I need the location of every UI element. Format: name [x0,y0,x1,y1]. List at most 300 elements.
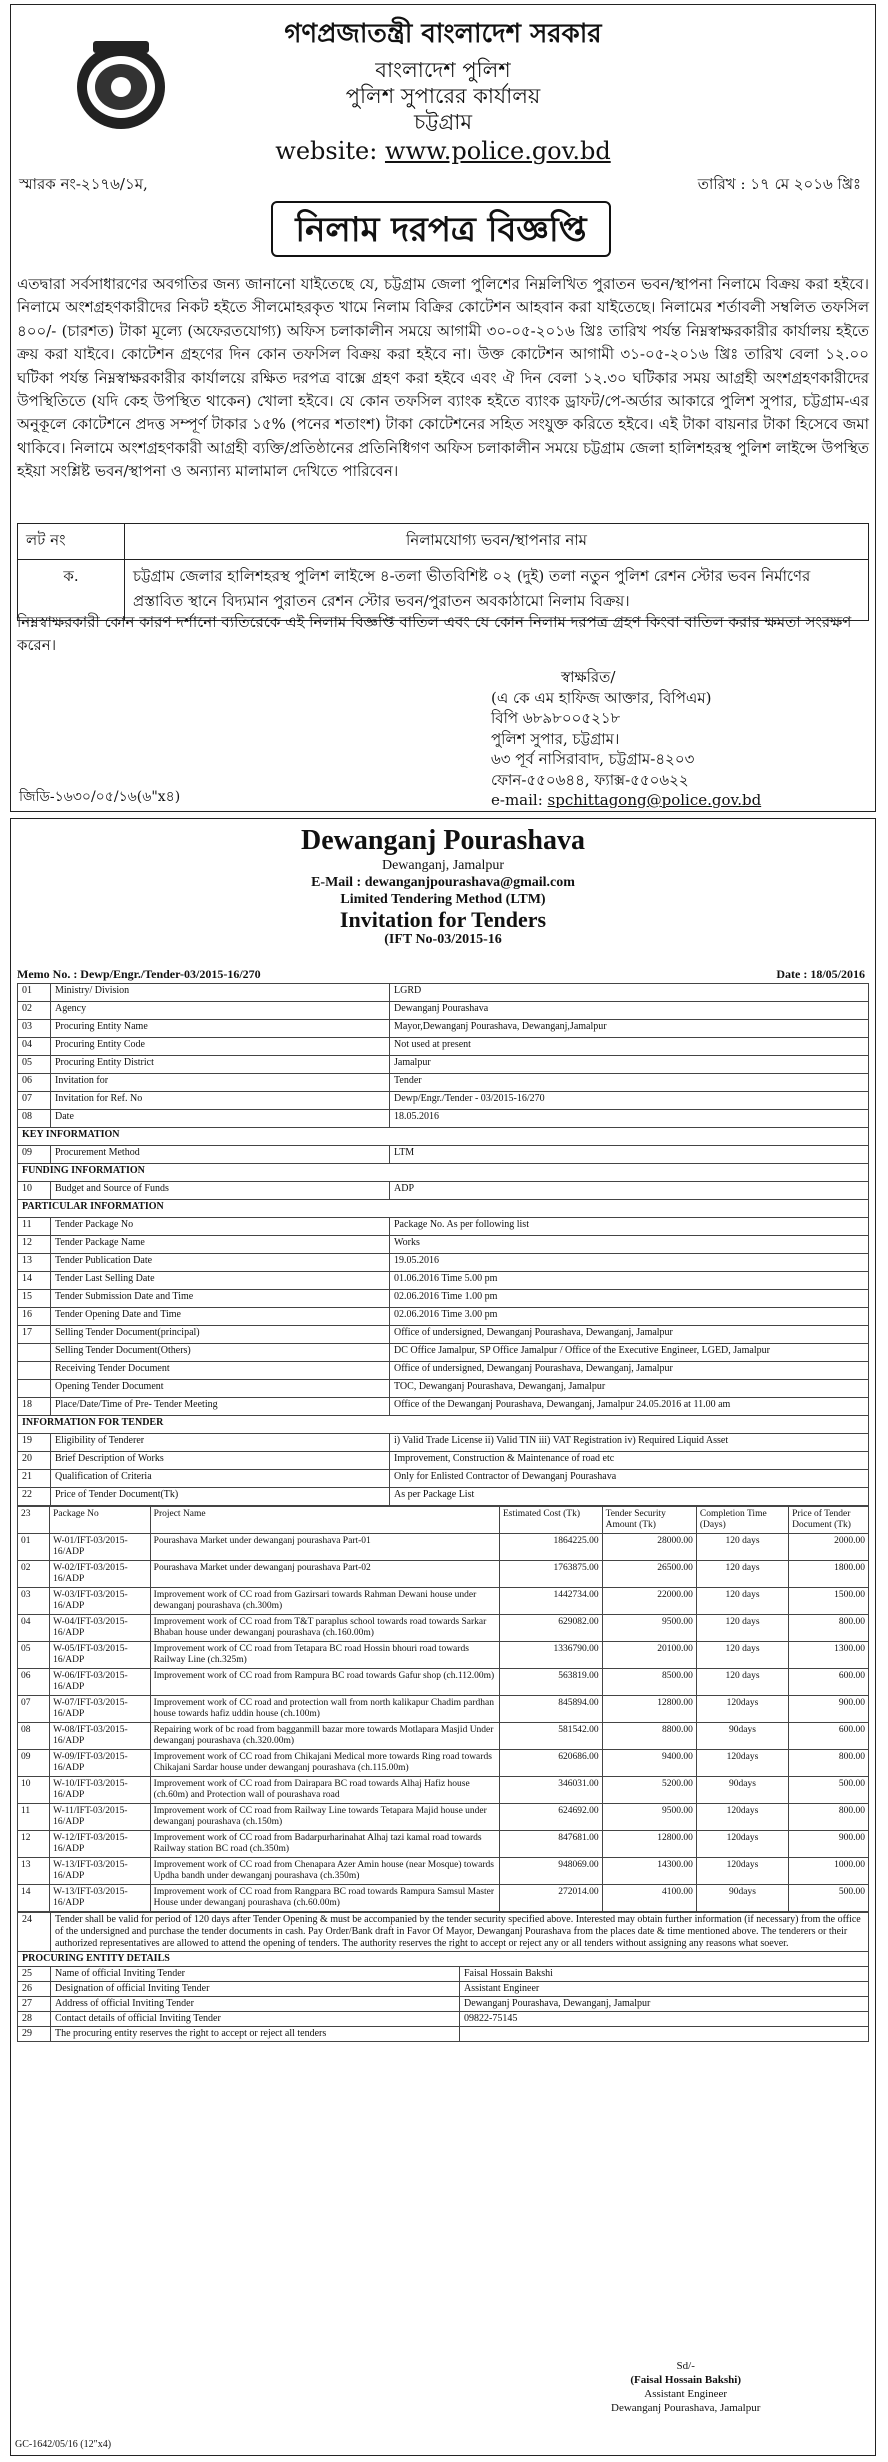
row-number: 29 [18,2027,51,2042]
document-price: 500.00 [789,1777,869,1804]
row-value: Office of undersigned, Dewanganj Pourashava, Dewanganj, Jamalpur [390,1326,869,1344]
row-number [18,1344,51,1362]
row-label: Name of official Inviting Tender [51,1967,460,1982]
info-row [18,1344,869,1362]
row-value: Package No. As per following list [390,1218,869,1236]
row-label: Selling Tender Document(Others) [51,1344,390,1362]
tender-header [11,825,875,948]
row-number: 05 [18,1056,51,1074]
website-label: website: [275,137,378,165]
row-number: 09 [18,1146,51,1164]
row-number: 01 [18,1534,50,1561]
info-row [18,1398,869,1416]
row-value: ADP [390,1182,869,1200]
row-label: Qualification of Criteria [51,1470,390,1488]
estimated-cost: 1336790.00 [499,1642,602,1669]
row-number: 08 [18,1723,50,1750]
signatory-title: Assistant Engineer [644,2388,728,2400]
project-name: Improvement work of CC road from Railway Line towards Tetapara Majid house under dewanganj pourashava (ch.150m) [150,1804,499,1831]
estimated-cost: 847681.00 [499,1831,602,1858]
document-price: 600.00 [789,1669,869,1696]
info-row [18,1182,869,1200]
lot-no: ক. [18,560,125,621]
tender-security: 22000.00 [602,1588,696,1615]
project-name: Improvement work of CC road from Rangpara BC road towards Rampura Samsul Master House under dewanganj pourashava (ch.60.00m) [150,1885,499,1912]
tender-security: 8800.00 [602,1723,696,1750]
procuring-row [18,1967,869,1982]
tender-security: 8500.00 [602,1669,696,1696]
row-label: Tender Package Name [51,1236,390,1254]
project-name: Improvement work of CC road from Gazirsari towards Rahman Dewani house under dewanganj pourashava (ch.300m) [150,1588,499,1615]
section-header: FUNDING INFORMATION [18,1164,869,1182]
info-row [18,1218,869,1236]
tender-signature [611,2359,760,2415]
row-label: The procuring entity reserves the right to accept or reject all tenders [51,2027,460,2042]
row-number: 28 [18,2012,51,2027]
section-header-row [18,1952,869,1967]
row-number: 18 [18,1398,51,1416]
row-number: 23 [18,1507,50,1534]
row-value: TOC, Dewanganj Pourashava, Dewanganj, Jamalpur [390,1380,869,1398]
completion-time: 120 days [696,1588,788,1615]
city-name: চট্টগ্রাম [413,110,473,134]
tender-date: Date : 18/05/2016 [776,967,865,981]
notice-header [11,5,875,165]
package-row [18,1831,869,1858]
info-row [18,1038,869,1056]
signatory-name: (এ কে এম হাফিজ আক্তার, বিপিএম) [491,688,712,707]
row-label: Procurement Method [51,1146,390,1164]
package-row [18,1777,869,1804]
tender-security: 4100.00 [602,1885,696,1912]
procuring-row [18,1982,869,1997]
row-number [18,1380,51,1398]
row-value: DC Office Jamalpur, SP Office Jamalpur / Office of the Executive Engineer, LGED, Jamalpur [390,1344,869,1362]
row-label: Invitation for [51,1074,390,1092]
row-value: LTM [390,1146,869,1164]
package-row [18,1885,869,1912]
completion-time: 120days [696,1750,788,1777]
estimated-cost: 581542.00 [499,1723,602,1750]
row-number: 08 [18,1110,51,1128]
package-header-row [18,1507,869,1534]
section-header: PARTICULAR INFORMATION [18,1200,869,1218]
package-row [18,1642,869,1669]
row-label: Address of official Inviting Tender [51,1997,460,2012]
reservation-clause: নিম্নস্বাক্ষরকারী কোন কারণ দর্শানো ব্যতিরেকে এই নিলাম বিজ্ঞপ্তি বাতিল এবং যে কোন নিলাম দরপত্র গ্রহণ কিংবা বাতিল করার ক্ষমতা সংরক্ষণ করেন। [17,613,852,654]
row-value: Dewanganj Pourashava, Dewanganj, Jamalpur [460,1997,869,2012]
lot-description: চট্টগ্রাম জেলার হালিশহরস্থ পুলিশ লাইন্সে ৪-তলা ভীতবিশিষ্ট ০২ (দুই) তলা নতুন পুলিশ রেশন স্টোর ভবন নির্মাণের প্রস্তাবিত স্থানে বিদ্যমান পুরাতন রেশন স্টোর ভবন/পুরাতন অবকাঠামো নিলাম বিক্রয়। [125,560,869,621]
organization-name: Dewanganj Pourashava [301,825,585,856]
info-row [18,1326,869,1344]
row-number: 26 [18,1982,51,1997]
info-table [17,983,869,1506]
row-number: 25 [18,1967,51,1982]
row-number: 11 [18,1804,50,1831]
section-header-row [18,1416,869,1434]
package-no: W-09/IFT-03/2015-16/ADP [50,1750,151,1777]
row-label: Eligibility of Tenderer [51,1434,390,1452]
row-number: 05 [18,1642,50,1669]
section-header: INFORMATION FOR TENDER [18,1416,869,1434]
document-price: 2000.00 [789,1534,869,1561]
column-header: Price of Tender Document (Tk) [789,1507,869,1534]
document-price: 1500.00 [789,1588,869,1615]
row-label: Designation of official Inviting Tender [51,1982,460,1997]
row-label: Selling Tender Document(principal) [51,1326,390,1344]
package-no: W-11/IFT-03/2015-16/ADP [50,1804,151,1831]
row-number: 14 [18,1272,51,1290]
row-value: As per Package List [390,1488,869,1506]
procuring-row [18,2027,869,2042]
organization-email: E-Mail : dewanganjpourashava@gmail.com [311,875,575,890]
project-name: Improvement work of CC road from T&T paraplus school towards road towards Sarkar Bhaban house under dewanganj pourashava (ch.160.00m) [150,1615,499,1642]
row-value: Improvement, Construction & Maintenance of road etc [390,1452,869,1470]
email-line [491,790,761,811]
package-row [18,1669,869,1696]
section-header: KEY INFORMATION [18,1128,869,1146]
estimated-cost: 948069.00 [499,1858,602,1885]
row-value: Dewanganj Pourashava [390,1002,869,1020]
signatory-name: (Faisal Hossain Bakshi) [630,2374,741,2386]
row-number: 14 [18,1885,50,1912]
row-label: Date [51,1110,390,1128]
package-no: W-01/IFT-03/2015-16/ADP [50,1534,151,1561]
procuring-row [18,1997,869,2012]
tender-method: Limited Tendering Method (LTM) [340,892,546,907]
estimated-cost: 1442734.00 [499,1588,602,1615]
info-row [18,984,869,1002]
lot-table [17,523,869,621]
row-label: Brief Description of Works [51,1452,390,1470]
row-label: Procuring Entity District [51,1056,390,1074]
column-header: Package No [50,1507,151,1534]
package-no: W-08/IFT-03/2015-16/ADP [50,1723,151,1750]
details-table [17,1912,869,2042]
document-price: 900.00 [789,1696,869,1723]
completion-time: 120days [696,1804,788,1831]
row-number: 13 [18,1254,51,1272]
row-number: 21 [18,1470,51,1488]
package-no: W-06/IFT-03/2015-16/ADP [50,1669,151,1696]
info-row [18,1308,869,1326]
tender-notice [10,818,876,2456]
estimated-cost: 629082.00 [499,1615,602,1642]
row-number: 27 [18,1997,51,2012]
info-row [18,1488,869,1506]
info-row [18,1020,869,1038]
row-value [460,2027,869,2042]
info-row [18,1452,869,1470]
lot-no-header: লট নং [18,524,125,560]
row-number: 02 [18,1561,50,1588]
row-label: Tender Submission Date and Time [51,1290,390,1308]
row-value: i) Valid Trade License ii) Valid TIN iii) VAT Registration iv) Required Liquid Asset [390,1434,869,1452]
signature-block [491,667,761,811]
memo-number: Memo No. : Dewp/Engr./Tender-03/2015-16/270 [17,967,261,981]
row-label: Place/Date/Time of Pre- Tender Meeting [51,1398,390,1416]
estimated-cost: 845894.00 [499,1696,602,1723]
column-header: Estimated Cost (Tk) [499,1507,602,1534]
row-number: 15 [18,1290,51,1308]
row-number: 12 [18,1236,51,1254]
row-number: 01 [18,984,51,1002]
row-number: 22 [18,1488,51,1506]
row-number: 07 [18,1092,51,1110]
row-label: Ministry/ Division [51,984,390,1002]
info-row [18,1290,869,1308]
info-row [18,1470,869,1488]
department-name: বাংলাদেশ পুলিশ [375,58,511,82]
column-header: Completion Time (Days) [696,1507,788,1534]
completion-time: 120 days [696,1561,788,1588]
row-number: 17 [18,1326,51,1344]
completion-time: 90days [696,1885,788,1912]
package-row [18,1696,869,1723]
row-number: 10 [18,1777,50,1804]
document-price: 800.00 [789,1804,869,1831]
section-header-row [18,1200,869,1218]
tender-security: 12800.00 [602,1696,696,1723]
project-name: Pourashava Market under dewanganj pourashava Part-01 [150,1534,499,1561]
estimated-cost: 563819.00 [499,1669,602,1696]
row-value: 02.06.2016 Time 1.00 pm [390,1290,869,1308]
row-label: Tender Opening Date and Time [51,1308,390,1326]
row-number: 04 [18,1615,50,1642]
row-label: Opening Tender Document [51,1380,390,1398]
row-number: 07 [18,1696,50,1723]
document-price: 600.00 [789,1723,869,1750]
info-row [18,1254,869,1272]
info-row [18,1272,869,1290]
completion-time: 90days [696,1723,788,1750]
lot-name-header: নিলামযোগ্য ভবন/স্থাপনার নাম [125,524,869,560]
auction-notice [10,4,876,812]
row-number: 09 [18,1750,50,1777]
row-label: Tender Package No [51,1218,390,1236]
completion-time: 120 days [696,1615,788,1642]
row-number: 04 [18,1038,51,1056]
info-row [18,1146,869,1164]
row-number: 10 [18,1182,51,1200]
info-row [18,1074,869,1092]
tender-security: 12800.00 [602,1831,696,1858]
package-no: W-05/IFT-03/2015-16/ADP [50,1642,151,1669]
row-number: 11 [18,1218,51,1236]
package-no: W-10/IFT-03/2015-16/ADP [50,1777,151,1804]
office-name: পুলিশ সুপারের কার্যালয় [345,84,541,108]
estimated-cost: 1763875.00 [499,1561,602,1588]
package-row [18,1723,869,1750]
package-row [18,1804,869,1831]
document-price: 900.00 [789,1831,869,1858]
package-row [18,1750,869,1777]
ift-number: (IFT No-03/2015-16 [384,932,502,947]
project-name: Pourashava Market under dewanganj pourashava Part-02 [150,1561,499,1588]
estimated-cost: 624692.00 [499,1804,602,1831]
row-number: 20 [18,1452,51,1470]
organization-place: Dewanganj, Jamalpur [381,858,505,873]
section-header: PROCURING ENTITY DETAILS [18,1952,869,1967]
estimated-cost: 1864225.00 [499,1534,602,1561]
package-row [18,1534,869,1561]
email-label: e-mail: [491,791,543,809]
document-price: 1300.00 [789,1642,869,1669]
lot-table-header [18,524,869,560]
completion-time: 120 days [696,1534,788,1561]
package-no: W-07/IFT-03/2015-16/ADP [50,1696,151,1723]
project-name: Improvement work of CC road from Dairapara BC road towards Alhaj Hafiz house (ch.60m) and Protection wall of pourashava road [150,1777,499,1804]
row-number: 12 [18,1831,50,1858]
info-row [18,1056,869,1074]
clause-row [18,1913,869,1952]
completion-time: 120 days [696,1669,788,1696]
ad-code: জিডি-১৬৩০/০৫/১৬(৬"x৪) [19,789,181,805]
signatory-bp: বিপি ৬৮৯৮০০৫২১৮ [491,709,621,727]
package-no: W-03/IFT-03/2015-16/ADP [50,1588,151,1615]
tender-security: 9500.00 [602,1804,696,1831]
row-value: Tender [390,1074,869,1092]
row-label: Price of Tender Document(Tk) [51,1488,390,1506]
document-price: 500.00 [789,1885,869,1912]
memo-reference: স্মারক নং-২১৭৬/১ম, [19,175,148,193]
package-no: W-02/IFT-03/2015-16/ADP [50,1561,151,1588]
info-row [18,1092,869,1110]
website-line [11,137,875,165]
project-name: Improvement work of CC road and protection wall from north kalikapur Chadim pardhan house towards hafiz uddin house (ch.100m) [150,1696,499,1723]
row-label: Procuring Entity Name [51,1020,390,1038]
section-header-row [18,1164,869,1182]
tender-security: 26500.00 [602,1561,696,1588]
row-value: Mayor,Dewanganj Pourashava, Dewanganj,Jamalpur [390,1020,869,1038]
info-row [18,1002,869,1020]
completion-time: 120 days [696,1642,788,1669]
package-table [17,1506,869,1912]
document-price: 800.00 [789,1615,869,1642]
tender-title: Invitation for Tenders [339,907,547,932]
row-value: 18.05.2016 [390,1110,869,1128]
row-value: LGRD [390,984,869,1002]
project-name: Improvement work of CC road from Tetapara BC road Hossin bhouri road towards Railway Line (ch.325m) [150,1642,499,1669]
signed-label: স্বাক্ষরিত/ [561,668,616,686]
document-price: 800.00 [789,1750,869,1777]
completion-time: 120days [696,1858,788,1885]
row-label: Receiving Tender Document [51,1362,390,1380]
tender-security: 5200.00 [602,1777,696,1804]
row-value: Not used at present [390,1038,869,1056]
row-value: Office of undersigned, Dewanganj Pourashava, Dewanganj, Jamalpur [390,1362,869,1380]
row-number: 03 [18,1020,51,1038]
package-no: W-04/IFT-03/2015-16/ADP [50,1615,151,1642]
row-label: Procuring Entity Code [51,1038,390,1056]
row-label: Tender Last Selling Date [51,1272,390,1290]
row-value: 19.05.2016 [390,1254,869,1272]
row-value: Faisal Hossain Bakshi [460,1967,869,1982]
website-link[interactable]: www.police.gov.bd [384,137,611,165]
completion-time: 90days [696,1777,788,1804]
row-label: Budget and Source of Funds [51,1182,390,1200]
row-label: Agency [51,1002,390,1020]
row-number: 24 [18,1913,51,1952]
procuring-row [18,2012,869,2027]
completion-time: 120days [696,1831,788,1858]
row-value: Only for Enlisted Contractor of Dewanganj Pourashava [390,1470,869,1488]
estimated-cost: 346031.00 [499,1777,602,1804]
info-row [18,1236,869,1254]
ad-code: GC-1642/05/16 (12"x4) [15,2439,112,2450]
tender-security: 14300.00 [602,1858,696,1885]
government-name: গণপ্রজাতন্ত্রী বাংলাদেশ সরকার [284,19,602,49]
row-number: 16 [18,1308,51,1326]
row-value: 01.06.2016 Time 5.00 pm [390,1272,869,1290]
package-row [18,1858,869,1885]
package-row [18,1561,869,1588]
row-value: Assistant Engineer [460,1982,869,1997]
signatory-phone: ফোন-৫৫০৬৪৪, ফ্যাক্স-৫৫০৬২২ [491,770,689,789]
row-number: 13 [18,1858,50,1885]
row-number [18,1362,51,1380]
row-label: Invitation for Ref. No [51,1092,390,1110]
row-number: 02 [18,1002,51,1020]
tender-security: 20100.00 [602,1642,696,1669]
package-no: W-12/IFT-03/2015-16/ADP [50,1831,151,1858]
package-row [18,1615,869,1642]
project-name: Improvement work of CC road from Chenapara Azer Amin house (near Mosque) towards Updha bandh under dewanganj pourashava (ch.350m) [150,1858,499,1885]
project-name: Repairing work of bc road from bagganmill bazar more towards Motlapara Masjid Under dewanganj pourashava (ch.320.00m) [150,1723,499,1750]
signed-mark: Sd/- [676,2360,695,2372]
row-number: 19 [18,1434,51,1452]
signatory-org: Dewanganj Pourashava, Jamalpur [611,2402,761,2414]
signatory-address: ৬৩ পূর্ব নাসিরাবাদ, চট্টগ্রাম-৪২০৩ [491,750,695,768]
tender-security: 28000.00 [602,1534,696,1561]
row-value: Works [390,1236,869,1254]
info-row [18,1380,869,1398]
info-row [18,1362,869,1380]
row-value: 09822-75145 [460,2012,869,2027]
column-header: Tender Security Amount (Tk) [602,1507,696,1534]
row-number: 03 [18,1588,50,1615]
document-price: 1800.00 [789,1561,869,1588]
package-no: W-13/IFT-03/2015-16/ADP [50,1885,151,1912]
package-row [18,1588,869,1615]
estimated-cost: 620686.00 [499,1750,602,1777]
completion-time: 120days [696,1696,788,1723]
row-value: Dewp/Engr./Tender - 03/2015-16/270 [390,1092,869,1110]
row-value: Jamalpur [390,1056,869,1074]
signatory-title: পুলিশ সুপার, চট্টগ্রাম। [491,729,620,748]
row-number: 06 [18,1074,51,1092]
row-label: Tender Publication Date [51,1254,390,1272]
notice-date: তারিখ : ১৭ মে ২০১৬ খ্রিঃ [697,175,861,193]
tender-security: 9500.00 [602,1615,696,1642]
row-label: Contact details of official Inviting Tender [51,2012,460,2027]
tender-security: 9400.00 [602,1750,696,1777]
project-name: Improvement work of CC road from Rampura BC road towards Gafur shop (ch.112.00m) [150,1669,499,1696]
info-row [18,1110,869,1128]
package-no: W-13/IFT-03/2015-16/ADP [50,1858,151,1885]
document-price: 1000.00 [789,1858,869,1885]
project-name: Improvement work of CC road from Badarpurharinahat Alhaj tazi kamal road towards Railway station BC road (ch.350m) [150,1831,499,1858]
notice-body: এতদ্বারা সর্বসাধারণের অবগতির জন্য জানানো যাইতেছে যে, চট্টগ্রাম জেলা পুলিশের নিম্নলিখিত পুরাতন ভবন/স্থাপনা নিলামে বিক্রয় করা হইবে। নিলামে অংশগ্রহণকারীদের নিকট হইতে সীলমোহরকৃত খামে নিলাম বিক্রির কোটেশন আহবান করা যাইতেছে। নিলামের শর্তাবলী সম্বলিত তফসিল ৪০০/- (চারশত) টাকা মূল্যে (অফেরতযোগ্য) অফিস চলাকালীন সময়ে আগামী ৩০-০৫-২০১৬ খ্রিঃ তারিখ পর্যন্ত নিম্নস্বাক্ষরকারীর কার্যালয় হইতে ক্রয় করা যাইবে। কোটেশন গ্রহণের দিন কোন তফসিল বিক্রয় করা হইবে না। উক্ত কোটেশন আগামী ৩১-০৫-২০১৬ খ্রিঃ তারিখ বেলা ১২.০০ ঘটিকা পর্যন্ত নিম্নস্বাক্ষরকারীর কার্যালয়ে রক্ষিত দরপত্র বাক্সে গ্রহণ করা হইবে এবং ঐ দিন বেলা ১২.৩০ ঘটিকার সময় আগ্রহী অংশগ্রহণকারীদের উপস্থিতিতে (যদি কেহ উপস্থিত থাকেন) খোলা হইবে। যে কোন তফসিল ব্যাংক হইতে ব্যাংক ড্রাফট/পে-অর্ডার আকারে পুলিশ সুপার, চট্টগ্রাম-এর অনুকূলে কোটেশনে প্রদত্ত সম্পূর্ণ টাকার ১৫% (পনের শতাংশ) টাকা কোটেশনের সহিত সংযুক্ত করিতে হইবে। এই টাকা বায়নার টাকা হিসেবে জমা থাকিবে। নিলামে অংশগ্রহণকারী আগ্রহী ব্যক্তি/প্রতিষ্ঠানের প্রতিনিধিগণ অফিস চলাকালীন সময়ে চট্টগ্রাম জেলা হালিশহরস্থ পুলিশ লাইন্সে উপস্থিত হইয়া সংশ্লিষ্ট ভবন/স্থাপনা ও অন্যান্য মালামাল দেখিতে পারিবেন। [17,275,869,481]
row-number: 06 [18,1669,50,1696]
notice-title: নিলাম দরপত্র বিজ্ঞপ্তি [271,201,611,257]
email-link[interactable]: spchittagong@police.gov.bd [547,791,762,809]
validity-clause: Tender shall be valid for period of 120 days after Tender Opening & must be accompanied by the tender security specified above. Interested may obtain further information (if necessary) from the office of the undersigned and purchase the tender documents in cash. Pay Order/Bank draft in Favor Of Mayor, Dewanganj Pourashava from the places date & time mentioned above. The tenderers or their authorized representatives are allowed to attend the opening of tenders. The authority reserves the right to accept or reject any or all tenders without assigning any reasons what soever. [51,1913,869,1952]
row-value: 02.06.2016 Time 3.00 pm [390,1308,869,1326]
section-header-row [18,1128,869,1146]
info-row [18,1434,869,1452]
project-name: Improvement work of CC road from Chikajani Medical more towards Ring road towards Chikajani Sardar house under dewanganj pourashava (ch.115.00m) [150,1750,499,1777]
